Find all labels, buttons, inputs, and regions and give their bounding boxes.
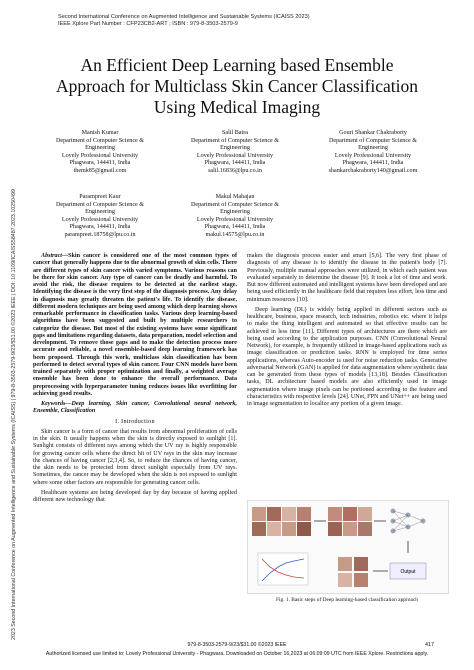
author-name: Salil Batra — [222, 130, 248, 136]
author-city: Phagwara, 144411, India — [342, 160, 404, 167]
figure-1 — [247, 500, 449, 594]
paper-title — [30, 55, 444, 118]
author-dept: Department of Computer Science & — [56, 201, 144, 208]
results-images — [338, 557, 368, 587]
author-university: Lovely Professional University — [196, 216, 274, 223]
author-name: Manish Kumar — [81, 130, 119, 136]
author-dept-2: Engineering — [85, 145, 115, 152]
right-column — [247, 253, 447, 411]
author-dept-2: Engineering — [220, 209, 250, 216]
author-name: Parampreet Kaur — [79, 194, 121, 200]
author-dept: Department of Computer Science & — [191, 201, 279, 208]
author-dept: Department of Computer Science & — [329, 137, 417, 144]
conference-header — [58, 14, 310, 28]
figure-caption: Fig. 1. Basic steps of Deep learning-based classification approach — [276, 597, 418, 603]
right-paragraph-1: makes the diagnosis process easier and smart [5,6]. The very first phase of diagnosis of any disease is to identify the disease in the patient's body [7]. Previously, multiple manual approaches were utilized, in which each patient was evaluated separately to determine the disease [9]. It took a lot of time and work. But now different automated and intelligent systems have been developed and are being used efficiently in the healthcare field that requires less effort, less time and minimum resources [10]. — [247, 253, 447, 303]
preprocessed-images — [328, 507, 372, 536]
training-chart — [258, 553, 308, 585]
xplore-part-number: IEEE Xplore Part Number : CFP23CB2-ART ; ISBN : 979-8-3503-2579-9 — [58, 21, 238, 27]
title-line-2: Approach for Multiclass Skin Cancer Classification — [55, 76, 419, 96]
author-email: salil.16836@lpu.co.in — [208, 167, 262, 174]
author-dept: Department of Computer Science & — [191, 137, 279, 144]
title-line-1: An Efficient Deep Learning based Ensemble — [80, 55, 394, 75]
author-university: Lovely Professional University — [61, 152, 139, 159]
author-block — [25, 194, 175, 240]
classification-pipeline-diagram — [248, 501, 448, 593]
author-block — [298, 130, 448, 176]
keywords-label: Keywords— — [41, 401, 72, 407]
right-paragraph-2: Deep learning (DL) is widely being applied in different sectors such as healthcare, business, space research, tech industries, robotics etc. where it helps to make the thing intelligent and automated so that effective results can be achieved in less time [11]. Different types of architectures are there which are being used according to the application purposes. CNN (Convolutional Neural Network), for example, is frequently utilized in image-based applications such as image classification or prediction tasks. RNN is employed for time series applications, whereas Auto-encoder is used for noise reduction tasks. Generative adversarial Network (GAN) is applied for data augmentation where synthetic data can be generated from these types of models [13,18]. Besides Classification tasks, DL architecture based models are also efficiently used in image segmentation where image pixels can be portioned according to the feature and characteristics with respective levels [24]. UNet, FPN and UNet++ are being used in image segmentation to localize any portion of a given image. — [247, 306, 448, 407]
author-block — [25, 130, 175, 176]
author-block — [160, 194, 310, 240]
author-city: Phagwara, 144411, India — [204, 224, 266, 231]
conference-name: Second International Conference on Augmented Intelligence and Sustainable Systems (ICAISS 2023) — [58, 14, 310, 20]
neural-network-icon — [391, 509, 426, 534]
isbn-footer: 979-8-3503-2579-9/23/$31.00 ©2023 IEEE — [187, 642, 287, 648]
abstract-text: Skin cancer is considered one of the most common types of cancer that generally happens due to the abnormal growth of skin cells. There are different types of skin cancer with varied symptoms. Various reasons can be there for skin cancer. Any type of cancer can be deadly and harmful. To avoid the risk, the disease requires to be detected at the earliest stage. Identifying the disease is the very first step of the diagnosis process. Any delay in diagnosis may greatly threaten the patient's life. To identify the disease, different modern techniques are being used among which deep learning shows remarkable performance in classification tasks. Various deep learning-based algorithms have been suggested and built by multiple researchers to categorize the disease. But most of the existing systems have some significant gaps and limitations regarding datasets, data preparation, model selection and development. To remove those gaps and to make the detection process more accurate and reliable, a novel ensemble-based deep learning framework has been proposed. Through this work, multiclass skin classification has been performed to detect several types of skin cancer. Four CNN models have been trained separately with proper optimization and finally, a weighted average ensemble has been done to enhance the overall performance. Data preprocessing with hyperparameter tuning reduces issues like overfitting for achieving good results. — [33, 253, 237, 397]
author-city: Phagwara, 144411, India — [204, 160, 266, 167]
intro-paragraph-1: Skin cancer is a form of cancer that results from abnormal proliferation of cells in the skin. It usually happens when the skin is directly exposed to sunlight [1]. Sunlight consists of different rays among which the UV ray is highly responsible for growing cancer cells where the direct hit of UV rays in the skin may increase the chances of having cancer [2,3,4]. So, to reduce the chances of having cancer, the skin needs to be protected from direct sunlight especially from UV rays. Sometimes, the cancer may be developed when the skin is not exposed to sunlight where some other factors are responsible for generating cancer cells. — [33, 428, 237, 486]
title-line-3: Using Medical Imaging — [153, 97, 321, 117]
author-university: Lovely Professional University — [334, 152, 412, 159]
page-number: 417 — [425, 642, 434, 648]
author-dept: Department of Computer Science & — [56, 137, 144, 144]
doi-sidebar — [2, 60, 17, 640]
author-email: shankarchakraborty140@gmail.com — [328, 167, 418, 174]
skin-lesion-dataset-images — [252, 507, 311, 536]
keywords-text: Deep learning, Skin cancer, Convolutional neural network, Ensemble, Classification — [33, 401, 237, 415]
abstract-label: Abstract— — [41, 253, 69, 259]
author-university: Lovely Professional University — [196, 152, 274, 159]
author-block — [160, 130, 310, 176]
license-footer: Authorized licensed use limited to: Lovely Professional University - Phagwara. Downloaded on October 16,2023 at 06:09:09 UTC from IEEE Xplore. Restrictions apply. — [45, 651, 429, 657]
author-email: themk85@gmail.com — [73, 167, 127, 174]
left-column — [33, 253, 237, 507]
author-city: Phagwara, 144411, India — [69, 160, 131, 167]
abstract — [33, 253, 237, 398]
author-university: Lovely Professional University — [61, 216, 139, 223]
author-name: Makul Mahajan — [215, 194, 255, 200]
author-email: parampreet.18758@lpu.co.in — [64, 231, 136, 238]
author-email: makul.14575@lpu.co.in — [205, 231, 265, 238]
author-dept-2: Engineering — [85, 209, 115, 216]
author-dept-2: Engineering — [220, 145, 250, 152]
intro-paragraph-2: Healthcare systems are being developed day by day because of having applied different new technology that — [33, 489, 237, 503]
keywords — [33, 401, 237, 416]
author-dept-2: Engineering — [358, 145, 388, 152]
author-city: Phagwara, 144411, India — [69, 224, 131, 231]
author-name: Gouri Shankar Chakraborty — [339, 130, 407, 136]
output-label: Output — [400, 569, 416, 575]
doi-sidebar-text: 2023 Second International Conference on Augmented Intelligence and Sustainable Systems (ICAISS) | 979-8-3503-2579-9/23/$31.00 ©2023 IEEE | DOI: 10.1109/ICAISS58487.2023.10250499 — [11, 189, 17, 640]
section-heading: I. Introduction — [115, 418, 155, 425]
